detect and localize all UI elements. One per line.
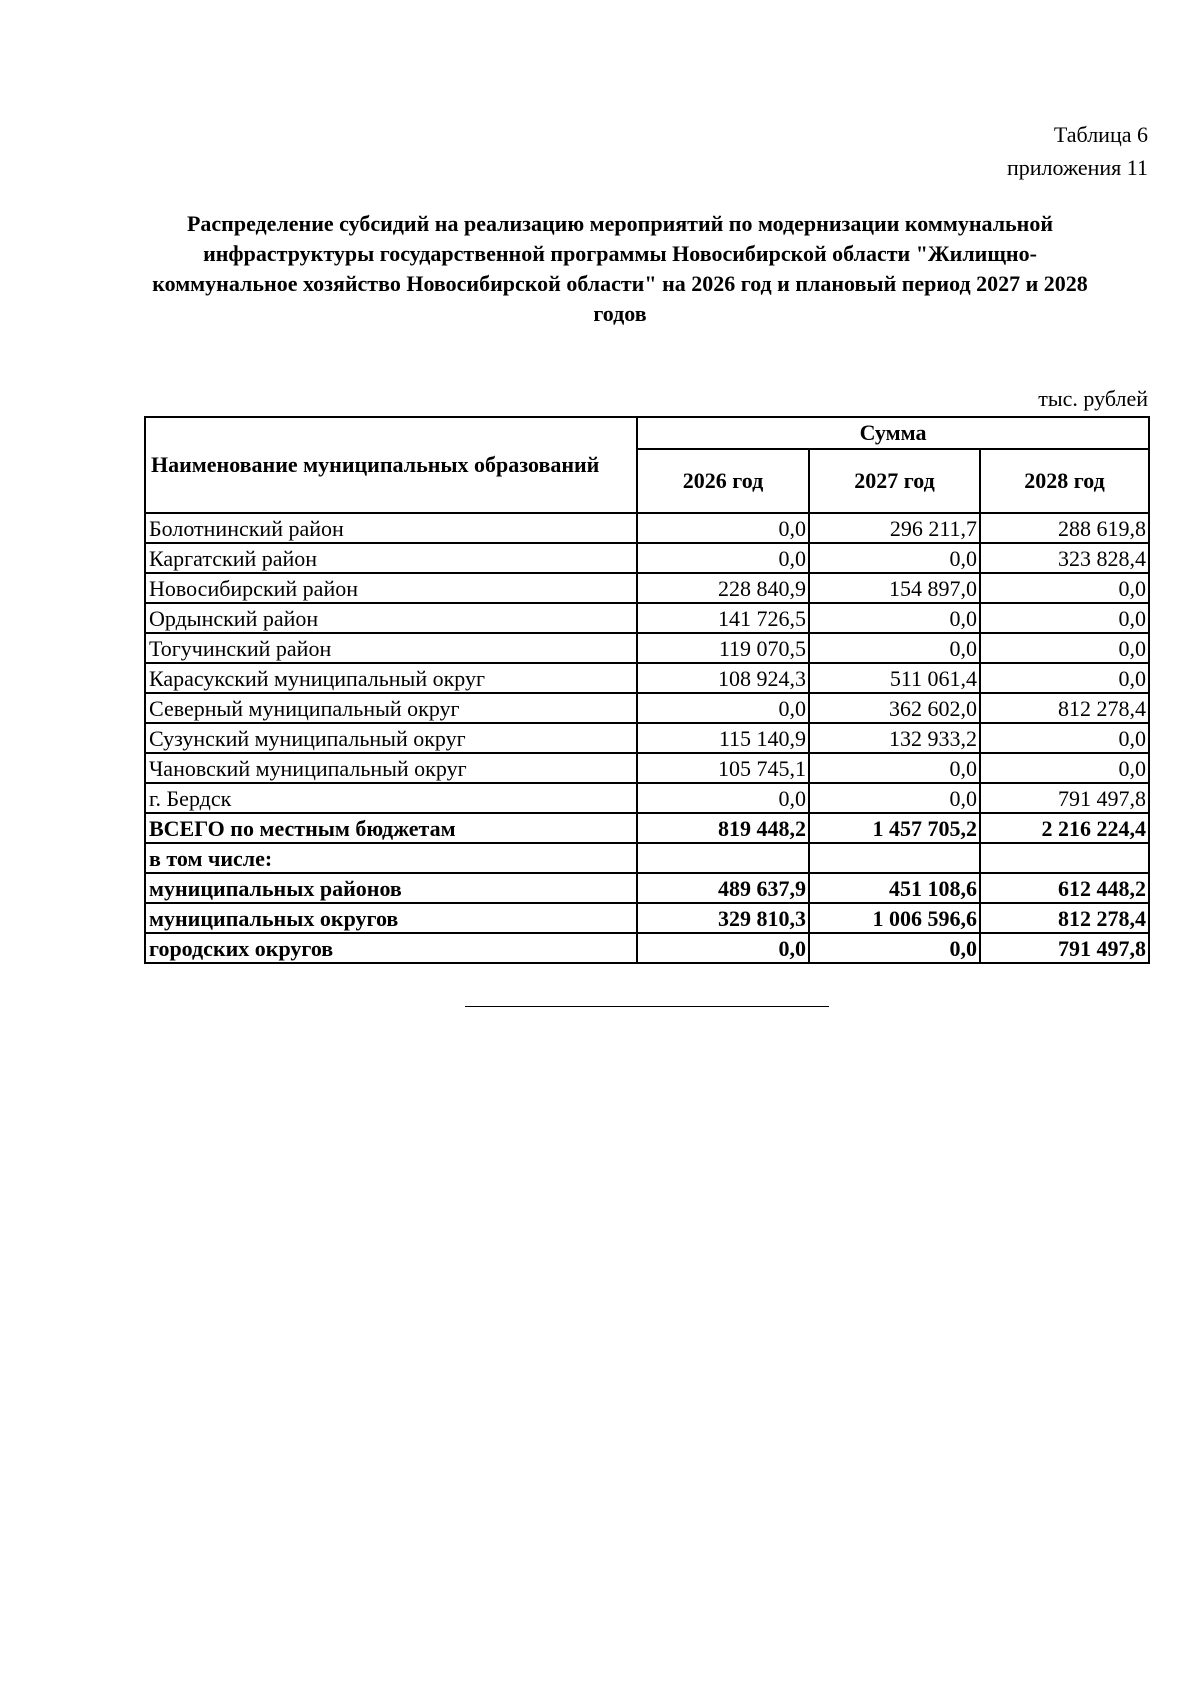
row-value-2026 — [637, 843, 809, 873]
table-row — [145, 843, 1149, 873]
table-body — [145, 513, 1149, 963]
table-number: Таблица 6 — [1053, 122, 1148, 147]
table-row — [145, 873, 1149, 903]
row-value-2026: 489 637,9 — [637, 873, 809, 903]
row-value-2027: 0,0 — [809, 783, 980, 813]
row-value-2026: 108 924,3 — [637, 663, 809, 693]
row-name: г. Бердск — [145, 783, 637, 813]
table-row — [145, 753, 1149, 783]
row-value-2027 — [809, 843, 980, 873]
row-value-2028: 0,0 — [980, 663, 1149, 693]
table-row — [145, 633, 1149, 663]
row-value-2027: 0,0 — [809, 603, 980, 633]
row-value-2026: 819 448,2 — [637, 813, 809, 843]
row-value-2028: 0,0 — [980, 633, 1149, 663]
row-value-2028 — [980, 843, 1149, 873]
row-value-2028: 2 216 224,4 — [980, 813, 1149, 843]
column-header-sum: Сумма — [637, 417, 1149, 449]
document-header — [1007, 118, 1148, 184]
row-name: муниципальных округов — [145, 903, 637, 933]
table-row — [145, 933, 1149, 963]
row-value-2027: 451 108,6 — [809, 873, 980, 903]
row-name: муниципальных районов — [145, 873, 637, 903]
table-row — [145, 783, 1149, 813]
row-value-2026: 0,0 — [637, 543, 809, 573]
table-row — [145, 903, 1149, 933]
row-value-2026: 0,0 — [637, 693, 809, 723]
row-name: Болотнинский район — [145, 513, 637, 543]
table-row — [145, 513, 1149, 543]
subsidy-table — [144, 416, 1150, 964]
row-value-2028: 0,0 — [980, 753, 1149, 783]
row-value-2028: 612 448,2 — [980, 873, 1149, 903]
table-row — [145, 543, 1149, 573]
row-name: Новосибирский район — [145, 573, 637, 603]
row-value-2028: 791 497,8 — [980, 933, 1149, 963]
row-value-2028: 0,0 — [980, 573, 1149, 603]
row-name: Каргатский район — [145, 543, 637, 573]
row-value-2026: 115 140,9 — [637, 723, 809, 753]
row-value-2026: 0,0 — [637, 933, 809, 963]
row-value-2026: 0,0 — [637, 783, 809, 813]
row-value-2028: 0,0 — [980, 723, 1149, 753]
table-row — [145, 663, 1149, 693]
row-name: Северный муниципальный округ — [145, 693, 637, 723]
row-value-2026: 141 726,5 — [637, 603, 809, 633]
row-name: Сузунский муниципальный округ — [145, 723, 637, 753]
row-value-2028: 0,0 — [980, 603, 1149, 633]
row-value-2027: 1 457 705,2 — [809, 813, 980, 843]
row-value-2027: 0,0 — [809, 933, 980, 963]
footer-divider — [465, 1006, 829, 1007]
row-name: Карасукский муниципальный округ — [145, 663, 637, 693]
row-value-2028: 288 619,8 — [980, 513, 1149, 543]
row-value-2028: 323 828,4 — [980, 543, 1149, 573]
row-name: городских округов — [145, 933, 637, 963]
row-value-2026: 329 810,3 — [637, 903, 809, 933]
document-title: Распределение субсидий на реализацию мероприятий по модернизации коммунальной инфраструктуры государственной программы Новосибирской области "Жилищно-коммунальное хозяйство Новосибирской области" на 2026 год и плановый период 2027 и 2028 годов — [152, 211, 1088, 326]
row-value-2028: 812 278,4 — [980, 693, 1149, 723]
row-value-2028: 812 278,4 — [980, 903, 1149, 933]
table-row — [145, 693, 1149, 723]
table-row — [145, 723, 1149, 753]
row-value-2026: 119 070,5 — [637, 633, 809, 663]
column-header-2026: 2026 год — [637, 449, 809, 513]
units-label: тыс. рублей — [1038, 386, 1148, 411]
column-header-2027: 2027 год — [809, 449, 980, 513]
row-value-2027: 511 061,4 — [809, 663, 980, 693]
appendix-number: приложения 11 — [1006, 155, 1148, 180]
row-value-2026: 105 745,1 — [637, 753, 809, 783]
row-value-2027: 154 897,0 — [809, 573, 980, 603]
row-name: Тогучинский район — [145, 633, 637, 663]
row-name: Чановский муниципальный округ — [145, 753, 637, 783]
row-value-2027: 0,0 — [809, 753, 980, 783]
row-value-2027: 0,0 — [809, 543, 980, 573]
column-header-name: Наименование муниципальных образований — [145, 417, 637, 513]
table-row — [145, 573, 1149, 603]
row-name: Ордынский район — [145, 603, 637, 633]
row-name: в том числе: — [145, 843, 637, 873]
table-row — [145, 603, 1149, 633]
row-value-2028: 791 497,8 — [980, 783, 1149, 813]
row-value-2027: 362 602,0 — [809, 693, 980, 723]
row-value-2027: 1 006 596,6 — [809, 903, 980, 933]
row-name: ВСЕГО по местным бюджетам — [145, 813, 637, 843]
column-header-2028: 2028 год — [980, 449, 1149, 513]
row-value-2026: 0,0 — [637, 513, 809, 543]
table-row — [145, 813, 1149, 843]
row-value-2027: 132 933,2 — [809, 723, 980, 753]
row-value-2027: 296 211,7 — [809, 513, 980, 543]
row-value-2027: 0,0 — [809, 633, 980, 663]
row-value-2026: 228 840,9 — [637, 573, 809, 603]
